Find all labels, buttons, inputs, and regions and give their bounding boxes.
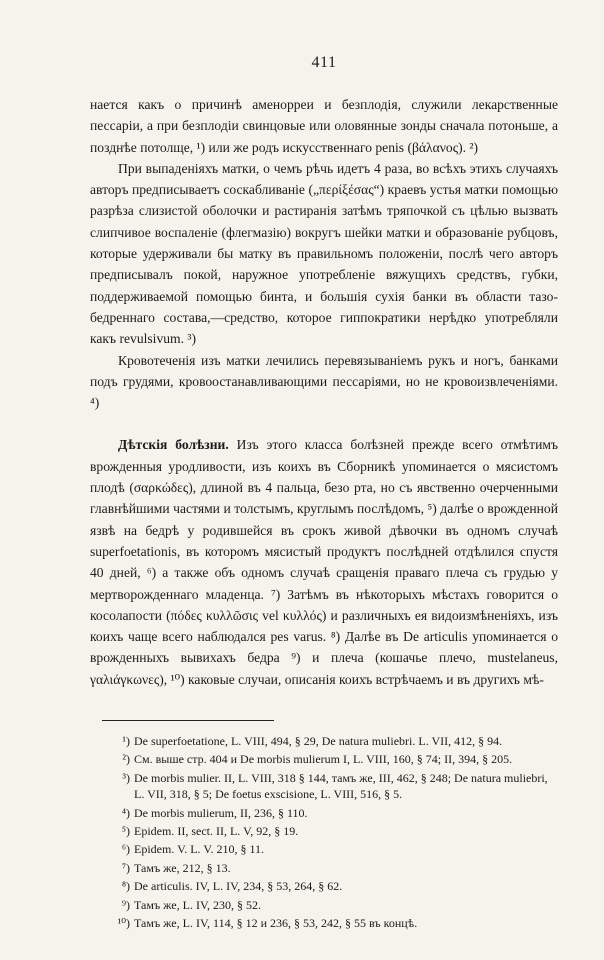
- footnote: [112, 823, 558, 839]
- footnote: [112, 805, 558, 821]
- footnote: [112, 915, 558, 931]
- paragraph-uterine-prolapse: При выпаденіяхъ матки, о чемъ рѣчь идетъ 4 раза, во всѣхъ этихъ случаяхъ авторъ предписываетъ соскабливаніе („περίξέσας“) краевъ устья матки помощью разрѣза слизистой оболочки и растиранія затѣмъ тряпочкой съ цѣлью вызвать слипчивое воспаленіе (флегмазію) вокругъ шейки матки и образованіе рубцовъ, которые удерживали бы матку въ правильномъ положеніи, послѣ чего авторъ предписывалъ покой, наружное употребленіе вяжущихъ средствъ, губки, поддерживаемой помощью бинта, и большія сухія банки въ области тазо-бедреннаго состава,—средство, которое гиппократики нерѣдко употребляли какъ revulsivum. ³): [90, 160, 558, 347]
- footnote: [112, 770, 558, 803]
- footnote-text: Epidem. V. L. V. 210, § 11.: [134, 842, 265, 857]
- main-text: [90, 94, 558, 690]
- footnote-text: См. выше стр. 404 и De morbis mulierum I, L. VIII, 160, § 74; II, 394, § 205.: [134, 752, 513, 767]
- footnote-text: De articulis. IV, L. IV, 234, § 53, 264, § 62.: [134, 879, 343, 894]
- page-number: 411: [311, 54, 337, 71]
- footnote-mark: ⁵): [121, 824, 130, 839]
- footnotes: [90, 733, 558, 931]
- paragraph-continuation: нается какъ о причинѣ аменорреи и безплодія, служили лекарственные пессаріи, а при безплодіи свинцовые или оловянные зонды сначала потоньше, а позднѣе потолще, ¹) или же родъ искусственнаго penis (βάλανος). ²): [90, 97, 558, 155]
- footnote-mark: ⁸): [121, 879, 130, 894]
- footnote-mark: ³): [122, 770, 130, 785]
- footnote-text: Тамъ же, L. IV, 114, § 12 и 236, § 53, 242, § 55 въ концѣ.: [134, 916, 418, 931]
- footnote: [112, 878, 558, 894]
- footnote-mark: ⁶): [121, 842, 130, 857]
- footnote: [112, 860, 558, 876]
- footnote-text: Тамъ же, 212, § 13.: [134, 860, 231, 875]
- footnote-text: De morbis mulierum, II, 236, § 110.: [134, 805, 308, 820]
- paragraph-childrens-diseases: [90, 434, 558, 690]
- footnote-mark: ¹⁰): [117, 916, 130, 931]
- footnote-mark: ²): [122, 752, 130, 767]
- section-text: Изъ этого класса болѣзней прежде всего отмѣтимъ врожденныя уродливости, изъ коихъ въ Сборникѣ упоминается о мясистомъ плодѣ (σαρκώδες), длиной въ 4 пальца, безо рта, но съ явственно очерченными главнѣйшими частями и толстымъ, круглымъ послѣдомъ, ⁵) далѣе о врожденной язвѣ на бедрѣ у родившейся въ срокъ живой дѣвочки въ одномъ случаѣ superfoetationis, въ которомъ мясистый продуктъ послѣдней отдѣлился спустя 40 дней, ⁶) а также объ одномъ случаѣ сращенія праваго плеча съ грудью у мертворожденнаго младенца. ⁷) Затѣмъ въ нѣкоторыхъ мѣстахъ говорится о косолапости (πόδες κυλλῶσις vel κυλλός) и различныхъ ея видоизмѣненіяхъ, изъ коихъ чаще всего наблюдался pes varus. ⁸) Далѣе въ De articulis упоминается о врожденныхъ вывихахъ бедра ⁹) и плеча (кошачье плечо, mustelaneus, γαλιάγκωνες), ¹⁰) каковые случаи, описанія коихъ встрѣчаемъ и въ другихъ мѣ-: [90, 437, 558, 687]
- paragraph-uterine-bleeding: Кровотеченія изъ матки лечились перевязываніемъ рукъ и ногъ, банками подъ грудями, кровоостанавливающими пессаріями, но не кровоизвлеченіями. ⁴): [90, 352, 558, 411]
- footnote-divider: [102, 720, 274, 721]
- footnote: [112, 841, 558, 857]
- footnote-mark: ¹): [122, 734, 130, 749]
- footnote-text: Тамъ же, L. IV, 230, § 52.: [134, 897, 262, 912]
- footnote: [112, 751, 558, 767]
- footnote-text: Epidem. II, sect. II, L. V, 92, § 19.: [134, 824, 299, 839]
- footnote-text: De superfoetatione, L. VIII, 494, § 29, De natura muliebri. L. VII, 412, § 94.: [134, 734, 503, 749]
- footnote-mark: ⁷): [121, 860, 130, 875]
- section-heading: Дѣтскія болѣзни.: [118, 437, 229, 453]
- footnote: [112, 897, 558, 913]
- footnote-mark: ⁴): [121, 805, 130, 820]
- footnote-text: De morbis mulier. II, L. VIII, 318 § 144, тамъ же, III, 462, § 248; De natura muliebri, L. VII, 318, § 5; De foetus exscisione, L. VIII, 516, § 5.: [134, 770, 548, 802]
- footnote-mark: ⁹): [121, 897, 130, 912]
- footnote: [112, 733, 558, 749]
